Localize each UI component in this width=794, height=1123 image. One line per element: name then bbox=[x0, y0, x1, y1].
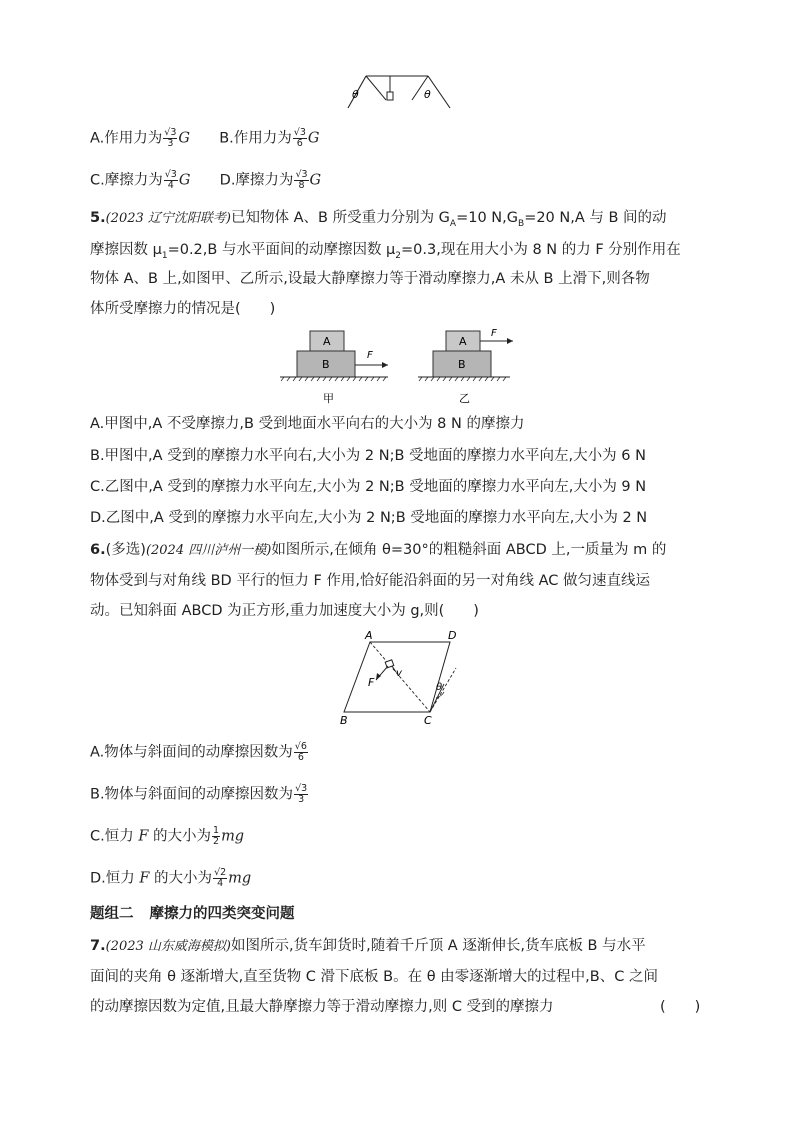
label-jia: 甲 bbox=[323, 392, 334, 405]
group2-heading: 题组二 摩擦力的四类突变问题 bbox=[90, 906, 295, 922]
q6-line1: 6.(多选)(2024 四川泸州一模)如图所示,在倾角 θ=30°的粗糙斜面 ABCD 上,一质量为 m 的 bbox=[90, 542, 667, 558]
q5-line1: 5.(2023 辽宁沈阳联考)已知物体 A、B 所受重力分别为 $G_A=10$ $N,G_B=20$ N,A 与 B 间的动 bbox=[90, 210, 667, 229]
svg-text:F: F bbox=[368, 676, 375, 689]
svg-text:F: F bbox=[367, 350, 373, 361]
svg-text:D: D bbox=[448, 629, 457, 642]
svg-text:B: B bbox=[458, 358, 466, 371]
q6-option-b: B.物体与斜面间的动摩擦因数为 $\frac{√3}{3}$ bbox=[90, 783, 308, 805]
q5-option-b: B.甲图中,A 受到的摩擦力水平向右,大小为 2 N;B 受地面的摩擦力水平向左,大小为 6 N bbox=[90, 448, 646, 464]
q5-line2: 摩擦因数 $\mu_1=0.2,B$ 与水平面间的动摩擦因数 $\mu_2=0.3$,现在用大小为 8 N 的力 F 分别作用在 bbox=[90, 242, 681, 261]
svg-text:C: C bbox=[424, 714, 432, 727]
q7-answer-paren: ( ) bbox=[660, 999, 701, 1015]
q5-option-d: D.乙图中,A 受到的摩擦力水平向左,大小为 2 N;B 受地面的摩擦力水平向左,大小为 2 N bbox=[90, 510, 648, 526]
svg-text:B: B bbox=[340, 714, 348, 727]
q6-line2: 物体受到与对角线 BD 平行的恒力 F 作用,恰好能沿斜面的另一对角线 AC 做匀速直线运 bbox=[90, 573, 651, 589]
q5-option-a: A.甲图中,A 不受摩擦力,B 受到地面水平向右的大小为 8 N 的摩擦力 bbox=[90, 416, 525, 432]
q4-options-ab: A.作用力为 $\frac{√3}{3}$ G B.作用力为 $\frac{√3}{6}$ G bbox=[90, 127, 320, 149]
theta-right-label: θ bbox=[424, 88, 431, 101]
svg-text:B: B bbox=[322, 358, 330, 371]
svg-text:v: v bbox=[396, 668, 402, 679]
q7-line3: 的动摩擦因数为定值,且最大静摩擦力等于滑动摩擦力,则 C 受到的摩擦力 bbox=[90, 999, 554, 1015]
svg-text:A: A bbox=[323, 335, 331, 348]
q5-line3: 物体 A、B 上,如图甲、乙所示,设最大静摩擦力等于滑动摩擦力,A 未从 B 上滑下,则各物 bbox=[90, 271, 650, 287]
blocks-figure bbox=[278, 328, 518, 408]
theta-left-label: θ bbox=[352, 88, 359, 101]
suspension-figure bbox=[340, 70, 460, 112]
svg-text:A: A bbox=[459, 335, 467, 348]
svg-text:F: F bbox=[491, 328, 497, 339]
incline-figure bbox=[330, 628, 480, 728]
q7-line2: 面间的夹角 θ 逐渐增大,直至货物 C 滑下底板 B。在 θ 由零逐渐增大的过程中,B、C 之间 bbox=[90, 969, 658, 985]
q7-line1: 7.(2023 山东威海模拟)如图所示,货车卸货时,随着千斤顶 A 逐渐伸长,货车底板 B 与水平 bbox=[90, 938, 646, 954]
label-yi: 乙 bbox=[459, 392, 470, 405]
q6-line3: 动。已知斜面 ABCD 为正方形,重力加速度大小为 g,则( ) bbox=[90, 603, 479, 619]
q5-option-c: C.乙图中,A 受到的摩擦力水平向左,大小为 2 N;B 受地面的摩擦力水平向左,大小为 9 N bbox=[90, 479, 647, 495]
q6-option-d: D.恒力 F 的大小为 $\frac{√2}{4}$ mg bbox=[90, 867, 252, 889]
q4-options-cd: C.摩擦力为 $\frac{√3}{4}$ G D.摩擦力为 $\frac{√3}{8}$ G bbox=[90, 169, 322, 191]
q6-option-c: C.恒力 F 的大小为 $\frac{1}{2}$ mg bbox=[90, 825, 245, 847]
svg-text:A: A bbox=[365, 629, 373, 642]
q5-line4: 体所受摩擦力的情况是( ) bbox=[90, 301, 276, 317]
q6-option-a: A.物体与斜面间的动摩擦因数为 $\frac{√6}{6}$ bbox=[90, 741, 307, 763]
svg-text:θ: θ bbox=[436, 682, 443, 693]
